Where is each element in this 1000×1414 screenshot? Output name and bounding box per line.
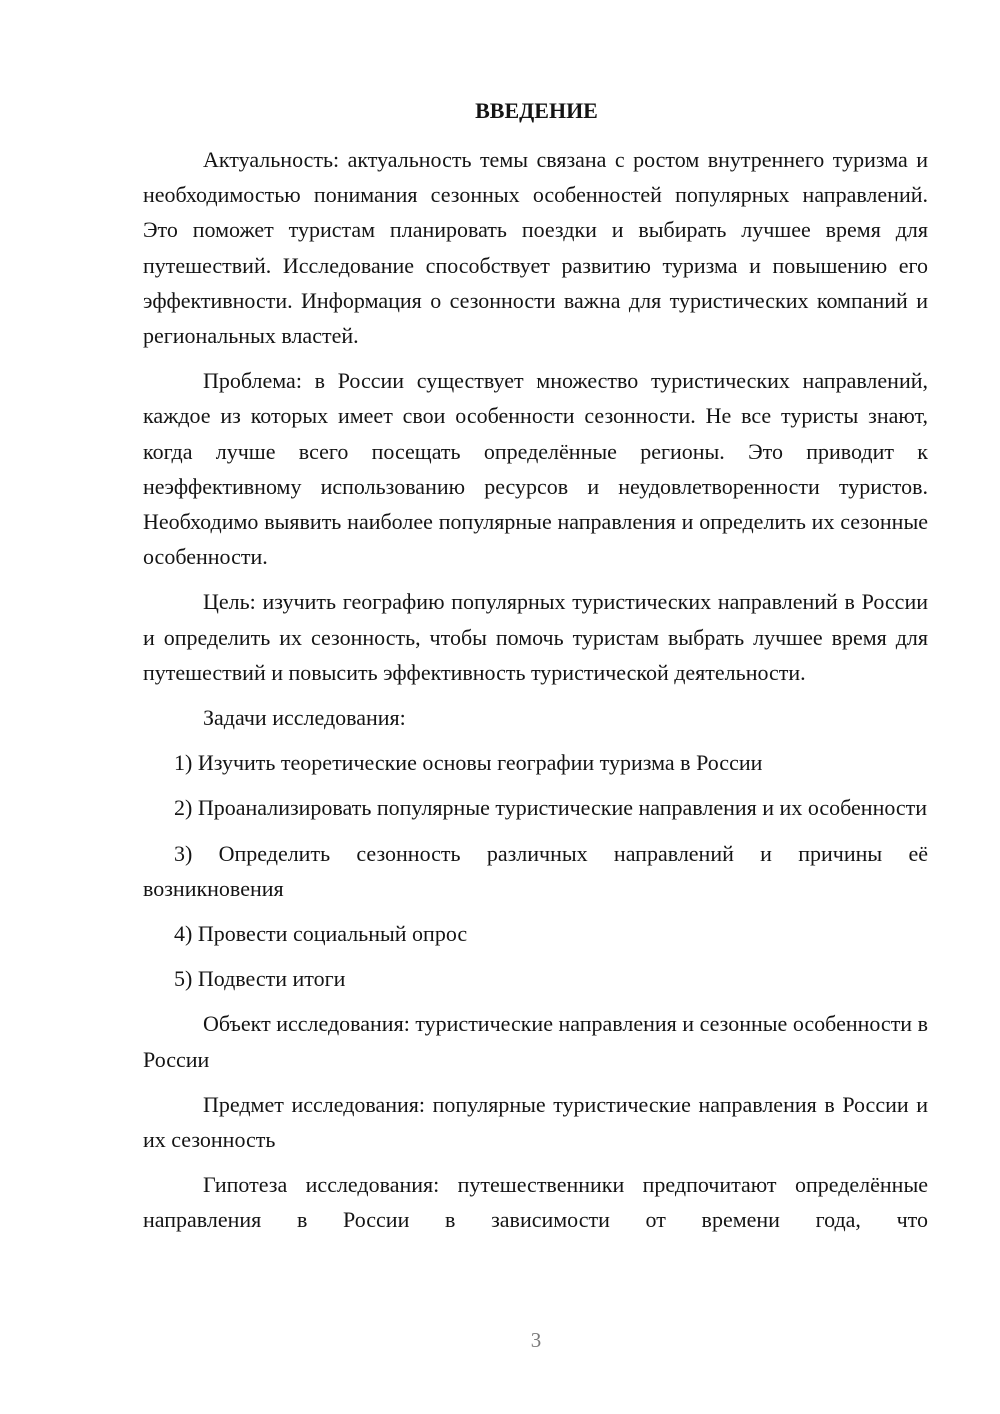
- hypothesis-paragraph: Гипотеза исследования: путешественники предпочитают определённые направления в России в зависимости от времени года, что: [143, 1172, 928, 1233]
- task-item-5: 5) Подвести итоги: [174, 966, 346, 992]
- goal-paragraph: Цель: изучить географию популярных туристических направлений в России и определить их сезонность, чтобы помочь туристам выбрать лучшее время для путешествий и повысить эффективность туристической деятельности.: [143, 589, 928, 685]
- task-item-1: 1) Изучить теоретические основы географии туризма в России: [174, 750, 763, 776]
- relevance-paragraph: Актуальность: актуальность темы связана с ростом внутреннего туризма и необходимостью понимания сезонных особенностей популярных направлений. Это поможет туристам планировать поездки и выбирать лучшее время для путешествий. Исследование способствует развитию туризма и повышению его эффективности. Информация о сезонности важна для туристических компаний и региональных властей.: [143, 147, 928, 349]
- task-item-3: 3) Определить сезонность различных направлений и причины её возникновения: [143, 840, 928, 901]
- section-title: ВВЕДЕНИЕ: [475, 98, 598, 123]
- tasks-heading: Задачи исследования:: [203, 705, 406, 731]
- page-number: 3: [530, 1328, 542, 1352]
- object-paragraph: Объект исследования: туристические направления и сезонные особенности в России: [143, 1011, 928, 1072]
- task-item-2: 2) Проанализировать популярные туристические направления и их особенности: [174, 795, 928, 821]
- document-page: [143, 94, 928, 1238]
- task-item-4: 4) Провести социальный опрос: [174, 921, 468, 947]
- subject-paragraph: Предмет исследования: популярные туристические направления в России и их сезонность: [143, 1091, 928, 1153]
- problem-paragraph: Проблема: в России существует множество туристических направлений, каждое из которых имеет свои особенности сезонности. Не все туристы знают, когда лучше всего посещать определённые регионы. Это приводит к неэффективному использованию ресурсов и неудовлетворенности туристов. Необходимо выявить наиболее популярные направления и определить их сезонные особенности.: [143, 368, 928, 570]
